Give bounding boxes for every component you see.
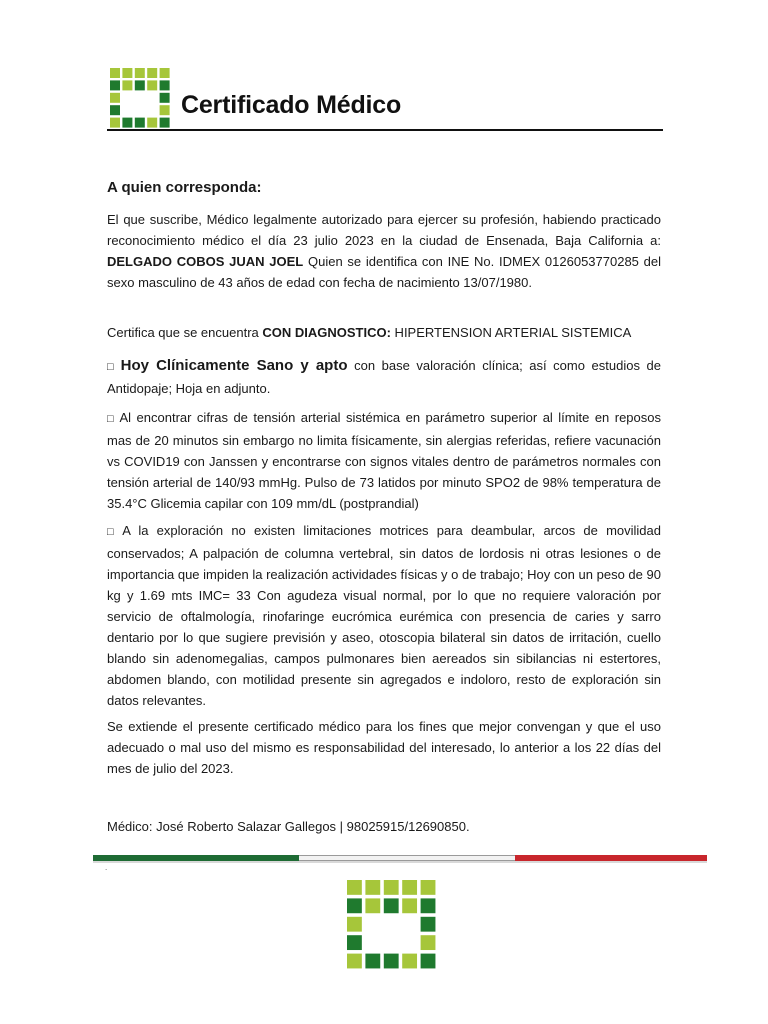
- intro-text: El que suscribe, Médico legalmente autorizado para ejercer su profesión, habiendo practicado reconocimiento médico el día 23 julio 2023 en la ciudad de Ensenada, Baja California a:: [107, 212, 661, 248]
- logo-square: [402, 880, 417, 895]
- diagnosis-value: HIPERTENSION ARTERIAL SISTEMICA: [390, 325, 632, 340]
- vitals-paragraph: [107, 407, 661, 514]
- logo-square: [347, 935, 362, 950]
- page-title: Certificado Médico: [181, 91, 402, 119]
- logo-square: [384, 898, 399, 913]
- intro-text-continued: Quien se identifica con INE No. IDMEX 0126053770285 del sexo masculino de 43 años de edad con fecha de nacimiento 13/07/1980.: [107, 254, 662, 290]
- doctor-signature: Médico: José Roberto Salazar Gallegos | 98025915/12690850.: [107, 819, 470, 834]
- logo-square: [135, 80, 145, 90]
- checkbox-bullet-icon: □: [107, 361, 117, 373]
- logo-square: [135, 68, 145, 78]
- logo-square: [110, 80, 120, 90]
- salutation: A quien corresponda:: [107, 179, 262, 196]
- logo-square: [421, 935, 436, 950]
- checkbox-bullet-icon: □: [107, 413, 116, 425]
- logo-square: [365, 954, 380, 969]
- logo-square: [384, 954, 399, 969]
- divider-shadow: [93, 861, 707, 863]
- logo-square: [421, 898, 436, 913]
- logo-square: [384, 880, 399, 895]
- logo-square: [365, 898, 380, 913]
- clinic-logo-large-icon: [347, 880, 439, 972]
- logo-square: [347, 954, 362, 969]
- closing-paragraph: Se extiende el presente certificado médico para los fines que mejor convengan y que el uso adecuado o mal uso del mismo es responsabilidad del interesado, lo anterior a los 22 días del mes de julio del 2023.: [107, 719, 661, 776]
- logo-square: [135, 118, 145, 128]
- logo-square: [402, 898, 417, 913]
- logo-square: [347, 898, 362, 913]
- logo-square: [147, 68, 157, 78]
- diagnosis-label: CON DIAGNOSTICO:: [262, 325, 391, 340]
- exam-paragraph: [107, 520, 661, 711]
- fitness-text: con base valoración clínica; así como estudios de Antidopaje; Hoja en adjunto.: [107, 358, 661, 396]
- logo-square: [160, 105, 170, 115]
- diagnosis-paragraph: [107, 322, 661, 343]
- footer-mark: .: [105, 863, 108, 872]
- title-divider: [107, 129, 663, 131]
- logo-square: [110, 105, 120, 115]
- vitals-text: Al encontrar cifras de tensión arterial sistémica en parámetro superior al límite en reposos mas de 20 minutos sin embargo no limita físicamente, sin alergias referidas, refiere vacunación vs COVID19 con Janssen y encontrarse con signos vitales dentro de parámetros normales con tensión arterial de 140/93 mmHg. Pulso de 73 latidos por minuto SPO2 de 98% temperatura de 35.4°C Glicemia capilar con 109 mm/dL (postprandial): [107, 410, 661, 511]
- patient-name: DELGADO COBOS JUAN JOEL: [107, 254, 304, 269]
- logo-square: [160, 118, 170, 128]
- fitness-paragraph: [107, 355, 661, 399]
- logo-square: [365, 880, 380, 895]
- logo-square: [122, 80, 132, 90]
- logo-square: [147, 118, 157, 128]
- logo-square: [160, 93, 170, 103]
- logo-square: [110, 118, 120, 128]
- logo-square: [110, 68, 120, 78]
- logo-square: [402, 954, 417, 969]
- logo-square: [160, 68, 170, 78]
- intro-paragraph: [107, 209, 661, 293]
- diagnosis-intro: Certifica que se encuentra: [107, 325, 263, 340]
- fitness-highlight: Hoy Clínicamente Sano y apto: [120, 357, 348, 374]
- logo-square: [347, 880, 362, 895]
- exam-text: A la exploración no existen limitaciones motrices para deambular, arcos de movilidad conservados; A palpación de columna vertebral, sin datos de lordosis ni otras lesiones o de importancia que impiden la realización actividades físicas y o de trabajo; Hoy con un peso de 90 kg y 1.69 mts IMC= 33 Con agudeza visual normal, por lo que no requiere valoración por servicio de oftalmología, rinofaringe eucrómica eurémica con presencia de caries y sarro dentario por lo que sugiere previsión y aseo, otoscopia bilateral sin datos de irritación, cuello blando sin adenomegalias, campos pulmonares bien aereados sin sibilancias ni estertores, abdomen blando, con motilidad presente sin agregados e indoloro, resto de exploración sin datos relevantes.: [107, 523, 661, 708]
- logo-square: [147, 80, 157, 90]
- logo-square: [347, 917, 362, 932]
- clinic-logo-icon: [110, 68, 172, 130]
- checkbox-bullet-icon: □: [107, 526, 119, 538]
- logo-square: [421, 880, 436, 895]
- logo-square: [122, 68, 132, 78]
- logo-square: [122, 118, 132, 128]
- logo-square: [110, 93, 120, 103]
- logo-square: [421, 917, 436, 932]
- logo-square: [160, 80, 170, 90]
- logo-square: [421, 954, 436, 969]
